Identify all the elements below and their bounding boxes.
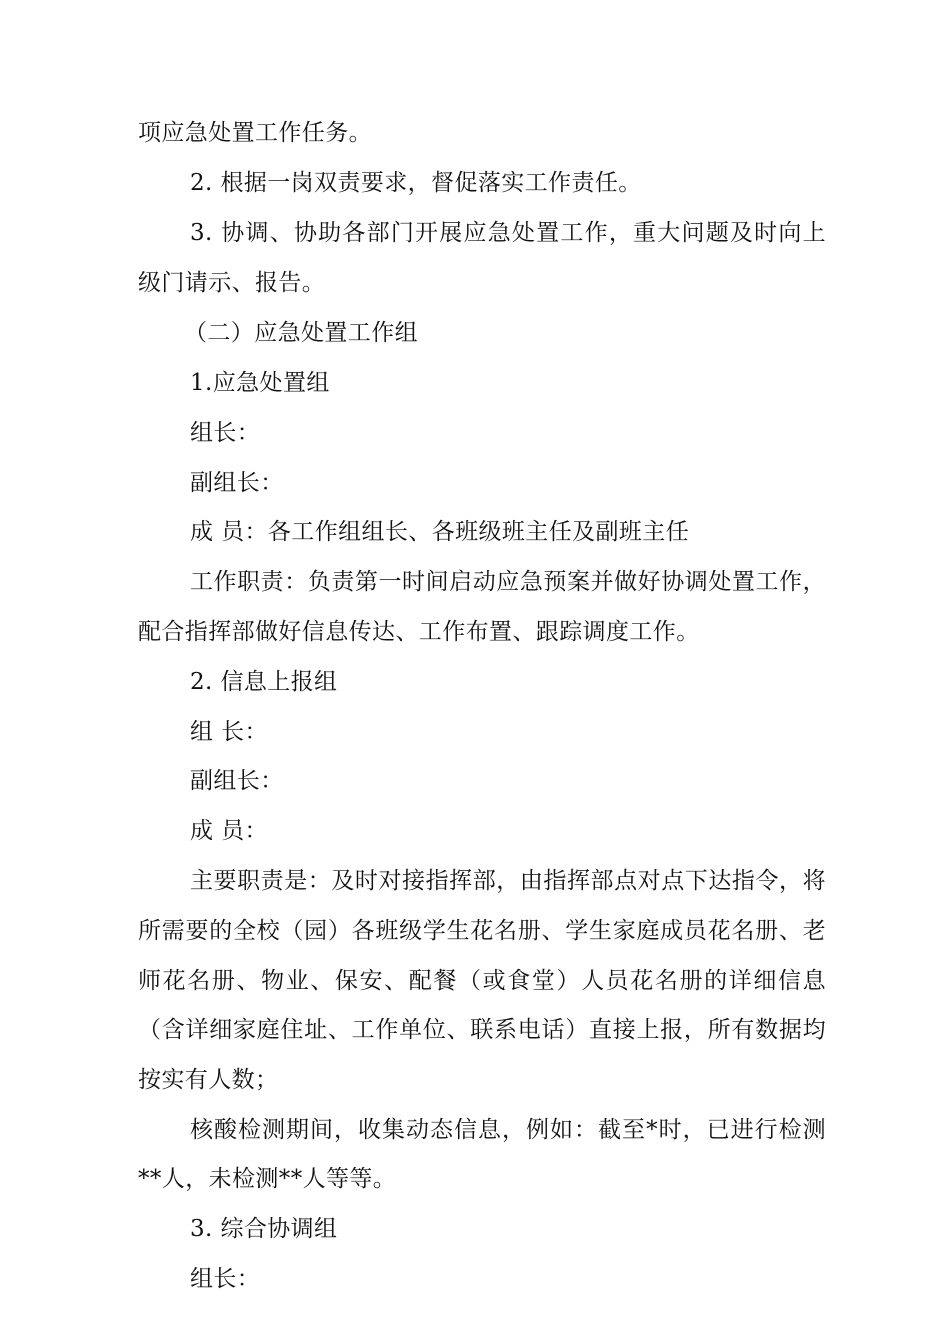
paragraph-line: 配合指挥部做好信息传达、工作布置、跟踪调度工作。 (138, 619, 700, 645)
paragraph-line: 组 长： (190, 719, 268, 745)
paragraph-line: 核酸检测期间，收集动态信息，例如：截至*时，已进行检测 (190, 1117, 826, 1143)
paragraph-line: 主要职责是：及时对接指挥部，由指挥部点对点下达指令，将 (190, 868, 826, 894)
paragraph-line: 3. 协调、协助各部门开展应急处置工作，重大问题及时向上 (190, 220, 826, 246)
paragraph-line: 工作职责：负责第一时间启动应急预案并做好协调处置工作， (190, 569, 826, 595)
paragraph-line: 所需要的全校（园）各班级学生花名册、学生家庭成员花名册、老 (138, 918, 826, 944)
paragraph-line: 副组长： (190, 470, 284, 496)
subsection-heading: 1.应急处置组 (190, 370, 330, 396)
paragraph-line: 项应急处置工作任务。 (138, 120, 372, 146)
paragraph-line: 2. 根据一岗双责要求，督促落实工作责任。 (190, 170, 642, 196)
paragraph-line: 师花名册、物业、保安、配餐（或食堂）人员花名册的详细信息 (138, 968, 826, 994)
paragraph-line: 成 员：各工作组组长、各班级班主任及副班主任 (190, 519, 690, 545)
paragraph-line: 组长： (190, 420, 261, 446)
subsection-heading: 2. 信息上报组 (190, 669, 338, 695)
paragraph-line: 副组长： (190, 768, 284, 794)
paragraph-line: （含详细家庭住址、工作单位、联系电话）直接上报，所有数据均 (138, 1017, 826, 1043)
paragraph-line: **人，未检测**人等等。 (138, 1166, 397, 1192)
paragraph-line: 级门请示、报告。 (138, 270, 326, 296)
subsection-heading: 3. 综合协调组 (190, 1216, 338, 1242)
paragraph-line: 组长： (190, 1266, 261, 1292)
paragraph-line: 成 员： (190, 818, 268, 844)
section-heading: （二）应急处置工作组 (184, 320, 418, 346)
paragraph-line: 按实有人数； (138, 1067, 279, 1093)
